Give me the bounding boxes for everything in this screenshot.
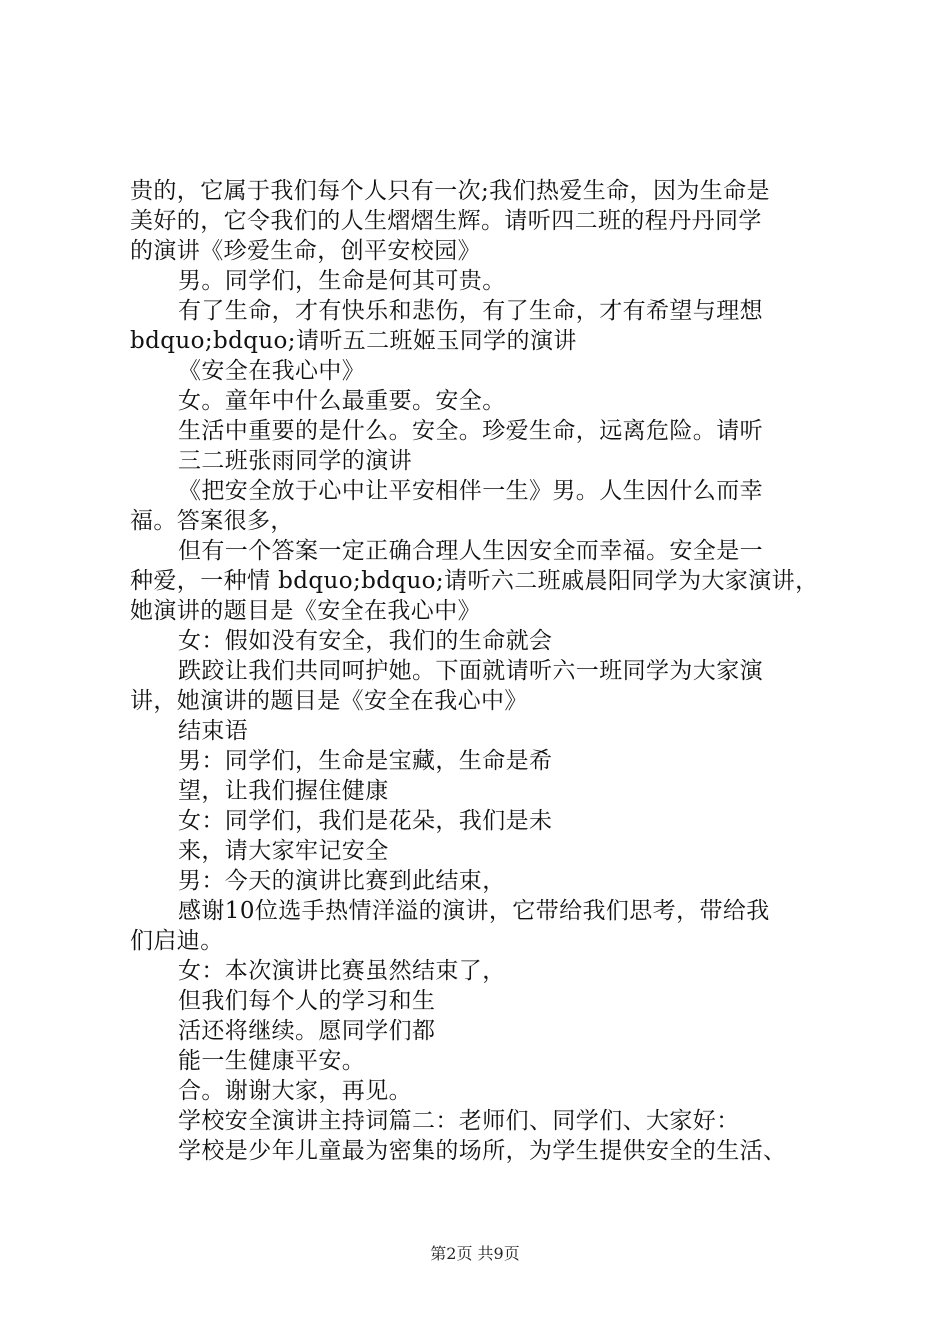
text-line: 生活中重要的是什么。安全。珍爱生命，远离危险。请听 [178, 418, 763, 444]
text-line: 的演讲《珍爱生命，创平安校园》 [130, 238, 481, 264]
text-line: 们启迪。 [130, 928, 224, 954]
text-line: 女：假如没有安全，我们的生命就会 [178, 628, 553, 654]
text-line: 男。同学们，生命是何其可贵。 [178, 268, 506, 294]
text-line: 合。谢谢大家，再见。 [178, 1078, 412, 1104]
text-line: 学校是少年儿童最为密集的场所，为学生提供安全的生活、 [178, 1138, 787, 1164]
text-line: 学校安全演讲主持词篇二：老师们、同学们、大家好： [178, 1108, 740, 1134]
text-line: 望，让我们握住健康 [178, 778, 389, 804]
text-line: 讲，她演讲的题目是《安全在我心中》 [130, 688, 528, 714]
text-line: 女：本次演讲比赛虽然结束了， [178, 958, 506, 984]
text-line: 能一生健康平安。 [178, 1048, 366, 1074]
text-line: 《把安全放于心中让平安相伴一生》男。人生因什么而幸 [178, 478, 763, 504]
body-text [130, 176, 835, 1166]
text-line: 《安全在我心中》 [178, 358, 366, 384]
text-line: 但我们每个人的学习和生 [178, 988, 436, 1014]
text-line: bdquo;bdquo;请听五二班姬玉同学的演讲 [130, 328, 577, 354]
text-line: 跌跤让我们共同呵护她。下面就请听六一班同学为大家演 [178, 658, 763, 684]
text-line: 她演讲的题目是《安全在我心中》 [130, 598, 481, 624]
text-line: 活还将继续。愿同学们都 [178, 1018, 436, 1044]
text-line: 女：同学们，我们是花朵，我们是未 [178, 808, 553, 834]
text-line: 男：同学们，生命是宝藏，生命是希 [178, 748, 553, 774]
text-line: 有了生命，才有快乐和悲伤，有了生命，才有希望与理想 [178, 298, 763, 324]
text-line: 来，请大家牢记安全 [178, 838, 389, 864]
text-line: 美好的，它令我们的人生熠熠生辉。请听四二班的程丹丹同学 [130, 208, 762, 234]
text-line: 感谢10位选手热情洋溢的演讲，它带给我们思考，带给我 [178, 898, 770, 924]
text-line: 贵的，它属于我们每个人只有一次;我们热爱生命，因为生命是 [130, 178, 770, 204]
page-footer: 第2页 共9页 [430, 1244, 520, 1263]
text-line: 福。答案很多， [130, 508, 294, 534]
text-line: 三二班张雨同学的演讲 [178, 448, 412, 474]
text-line: 男：今天的演讲比赛到此结束， [178, 868, 506, 894]
text-line: 结束语 [178, 718, 249, 744]
text-line: 种爱，一种情 bdquo;bdquo;请听六二班戚晨阳同学为大家演讲， [130, 568, 819, 594]
text-line: 女。童年中什么最重要。安全。 [178, 388, 506, 414]
text-line: 但有一个答案一定正确合理人生因安全而幸福。安全是一 [178, 538, 763, 564]
